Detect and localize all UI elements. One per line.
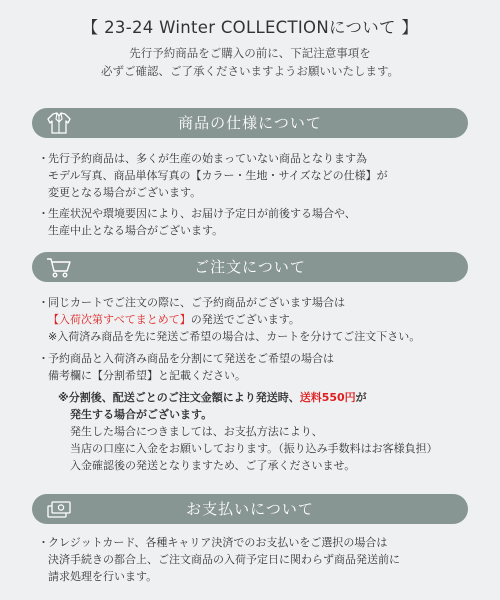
bullet-mark: ・ bbox=[38, 152, 49, 165]
item-line: モデル写真、商品単体写真の【カラー・生地・サイズなどの仕様】が bbox=[48, 169, 388, 182]
intro-line: 必ずご確認、ご了承くださいますようお願いいたします。 bbox=[100, 64, 400, 78]
intro-line: 先行予約商品をご購入の前に、下記注意事項を bbox=[129, 46, 371, 60]
section-header-payment bbox=[32, 494, 468, 524]
note-bold-text: が bbox=[355, 391, 367, 404]
note-line: 入金確認後の発送となりますため、ご了承くださいませ。 bbox=[70, 459, 356, 472]
note-bold-text: 発生する場合がございます。 bbox=[70, 408, 213, 421]
item-line: 請求処理を行います。 bbox=[48, 570, 158, 583]
list-item bbox=[38, 534, 478, 585]
bullet-mark: ・ bbox=[38, 352, 49, 365]
item-line: 生産中止となる場合がございます。 bbox=[48, 224, 224, 237]
note-line: 発生した場合につきましては、お支払方法により、 bbox=[70, 425, 323, 438]
list-item bbox=[38, 294, 478, 345]
section-header-specs bbox=[32, 108, 468, 138]
bullet-mark: ・ bbox=[38, 536, 49, 549]
item-line: ※入荷済み商品を先に発送ご希望の場合は、カートを分けてご注文下さい。 bbox=[48, 330, 421, 343]
item-line: 予約商品と入荷済み商品を分割にて発送をご希望の場合は bbox=[48, 352, 334, 365]
note-line bbox=[58, 389, 478, 406]
section-header-orders bbox=[32, 252, 468, 282]
item-text: の発送でございます。 bbox=[190, 313, 300, 326]
section-title: お支払いについて bbox=[186, 500, 314, 518]
list-item bbox=[38, 205, 478, 239]
note-bold-text: ※分割後、配送ごとのご注文金額により発送時、 bbox=[58, 391, 300, 404]
highlight-text: 送料550円 bbox=[299, 391, 356, 404]
note-line bbox=[58, 406, 478, 423]
item-line: 生産状況や環境要因により、お届け予定日が前後する場合や、 bbox=[48, 207, 356, 220]
shipping-note bbox=[58, 389, 478, 474]
section-title: ご注文について bbox=[194, 258, 306, 276]
item-line: 備考欄に【分割希望】と記載ください。 bbox=[48, 369, 246, 382]
item-line: 変更となる場合がございます。 bbox=[48, 186, 202, 199]
intro-text bbox=[0, 44, 500, 80]
item-line: 先行予約商品は、多くが生産の始まっていない商品となります為 bbox=[48, 152, 367, 165]
item-line: 同じカートでご注文の際に、ご予約商品がございます場合は bbox=[48, 296, 345, 309]
bullet-mark: ・ bbox=[38, 207, 49, 220]
highlight-text: 【入荷次第すべてまとめて】 bbox=[48, 313, 191, 326]
list-item bbox=[38, 350, 478, 384]
bullet-mark: ・ bbox=[38, 296, 49, 309]
note-line: 当店の口座に入金をお願いしております。（振り込み手数料はお客様負担） bbox=[70, 442, 438, 455]
section-title: 商品の仕様について bbox=[178, 114, 322, 132]
item-line: クレジットカード、各種キャリア決済でのお支払いをご選択の場合は bbox=[48, 536, 388, 549]
page-title: 【 23-24 Winter COLLECTIONについて 】 bbox=[81, 18, 419, 37]
item-line: 決済手続きの都合上、ご注文商品の入荷予定日に関わらず商品発送前に bbox=[48, 553, 400, 566]
list-item bbox=[38, 150, 478, 201]
item-line bbox=[48, 311, 478, 328]
